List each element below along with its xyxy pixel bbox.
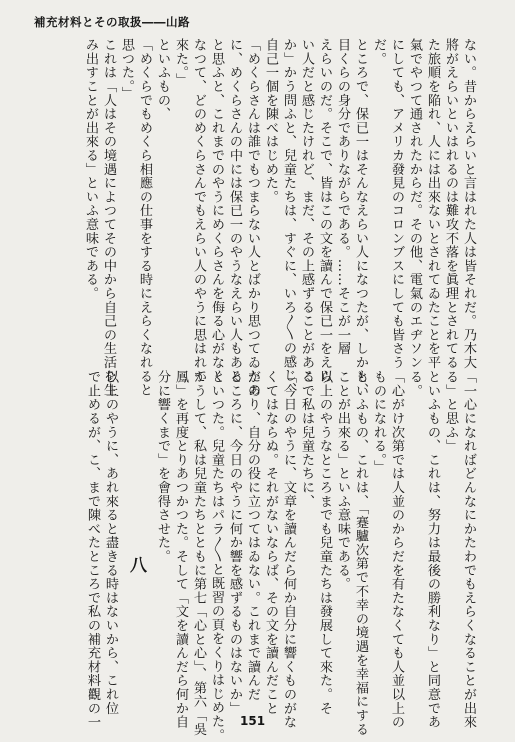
text-line: といつた。兒童たちはパラ〳〵と既習の頁をくりはじめた。 [209, 370, 224, 742]
text-line: 「今日のやうに、文章を讀んだら何か自分に響くものがな [281, 370, 296, 729]
text-line: こで私は兒童たちに、 [299, 370, 314, 508]
text-line: 自己一個を陳べはじめた。 [263, 38, 278, 204]
text-line: 以上のやうなところまでも兒童たちは發展して來た。そ [317, 370, 332, 715]
text-line: 以上のやうに、あれ來ると盡きる時はないから、これ位 [103, 370, 118, 715]
text-line: といふもの、これは、「蹇驢次第で不幸の境遇を幸福にする [353, 370, 368, 736]
text-line: 「めくらさんは誰でもつまらない人とばかり思つてゐたの [245, 38, 260, 397]
text-line: これは「人はその境遇によつてその中から自己の生活を生 [101, 38, 116, 397]
text-line: なつて、どのめくらさんでもえらい人のやうに思はれて [191, 38, 206, 383]
text-line: ない。昔からえらいと言はれた人は皆それだ。乃木大 [461, 38, 476, 370]
text-line: 氣でやつて通されたからだ。その他、電氣のエヂソン [407, 38, 422, 370]
running-header: 補充材料とその取扱――山路 [34, 15, 190, 29]
text-line: ところに、今日のやうに何か響を感ずるものはないか」 [227, 370, 242, 715]
text-line: 目くらの身分でありながらである。……そこが一層 [335, 38, 350, 356]
text-line: い人だと感じたけれど、まだ、その上感ずることがある [299, 38, 314, 383]
text-line: くてはならぬ。それがないならば、その文を讀んだこと [263, 370, 278, 715]
text-line: に、めくらさんの中には保已一のやうなえらい人もある [227, 38, 242, 383]
text-line: る」と思ふ」 [443, 370, 458, 453]
text-line: かうして、私は兒童たちとともに第七「心と心」、第六「吳 [191, 370, 206, 736]
text-line: えらいのだ。そこで、皆はこの文を讀んで保已一をえら [317, 38, 332, 383]
text-line: ことが出來る」といふ意味である。 [335, 370, 350, 591]
text-line: といふもの、これは、努力は最後の勝利なり」と同意であ [425, 370, 440, 729]
text-line: 將がえらいといはれるのは難攻不落を眞理とされてる [443, 38, 458, 370]
text-line: といふもの、 [155, 38, 170, 121]
text-line: ところで、保已一はそんなえらい人になつたが、しかも、 [353, 38, 368, 397]
text-line: 分に響くまで」を會得させた。 [155, 370, 170, 564]
text-line: だ。 [371, 38, 386, 66]
text-line: 「心がけ次第では人並のからだを有たなくても人並以上の [389, 370, 404, 729]
text-line: と思ふと、これまでのやうにめくらさんを侮る心がなく [209, 38, 224, 383]
text-line: み出すことが出來る」といふ意味である。 [83, 38, 98, 301]
text-line: 來た。」 [173, 38, 188, 87]
text-line: 鳳」を再度とりあつかつた。そして「文を讀んだら何か自 [173, 370, 188, 729]
page-number: 151 [240, 714, 266, 728]
section-number: 八 [126, 556, 146, 574]
text-line: た旅順を陥れ、人には出來ないとされてゐたことを平 [425, 38, 440, 370]
text-line: か」かう問ふと、兒童たちは、すぐに、いろ〳〵の感じ、 [281, 38, 296, 397]
upper-text-block [81, 38, 477, 397]
text-line: ものになれる。」 [371, 370, 386, 474]
text-line: があり、自分の役に立つてはゐない。これまで讀んだ [245, 370, 260, 702]
text-line: 「めくらでもめくら相應の仕事をする時にえらくなれると [137, 38, 152, 397]
text-line: る。 [407, 370, 422, 398]
text-line: で止めるが、こ、まで陳べたところで私の補充材料觀の一 [85, 370, 100, 729]
text-line: にしても、アメリカ發見のコロンブスにしても皆さう [389, 38, 404, 370]
text-line: 「一心になればどんなにかたわでもえらくなることが出來 [461, 370, 476, 729]
text-line: 思つた。」 [119, 38, 134, 101]
